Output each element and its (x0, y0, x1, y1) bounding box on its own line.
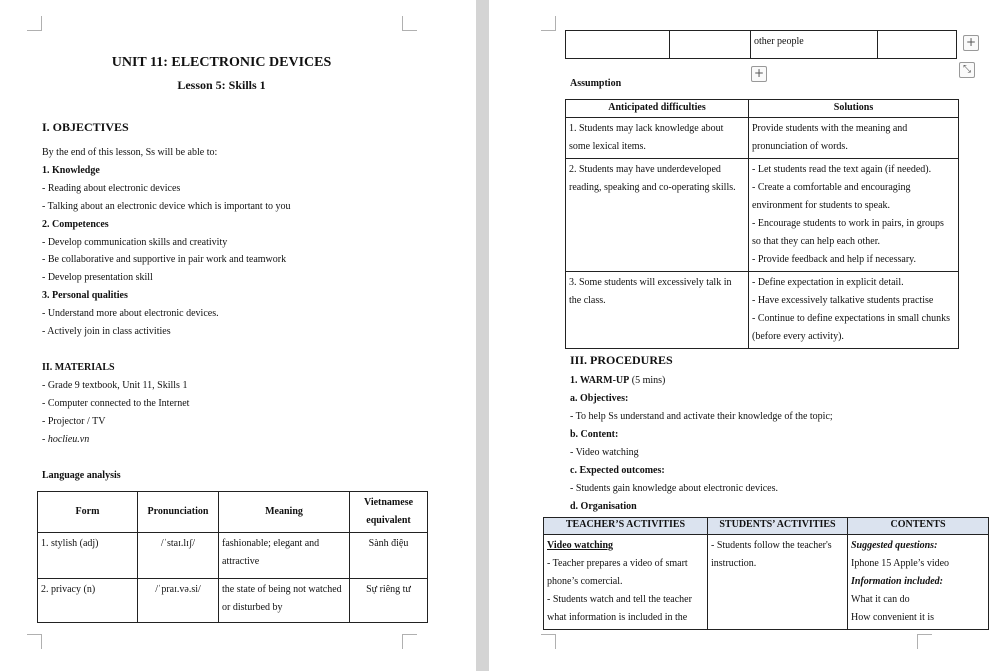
warmup-heading: 1. WARM-UP (570, 375, 630, 386)
procedures-heading: III. PROCEDURES (570, 353, 673, 367)
suggested-questions-heading: Suggested questions: (851, 540, 938, 551)
table-row (38, 579, 428, 623)
warmup-time: (5 mins) (629, 375, 666, 386)
lang-cell-pron: /ˈpraɪ.və.si/ (138, 579, 219, 623)
teacher-activity-line: - Teacher prepares a video of smart phone’s comercial. (547, 558, 688, 587)
crop-mark (917, 634, 932, 649)
solution-line: - Have excessively talkative students practise (752, 295, 934, 306)
students-activity-line: - Students follow the teacher's instruction. (711, 540, 832, 569)
competence-item: - Develop presentation skill (42, 272, 153, 283)
information-item: How convenient it is (851, 612, 935, 623)
crop-mark (402, 634, 417, 649)
lang-header-form: Form (38, 492, 138, 533)
table-row (566, 272, 959, 349)
assumption-heading: Assumption (570, 78, 622, 89)
knowledge-heading: 1. Knowledge (42, 165, 100, 176)
language-table (37, 491, 428, 623)
right-page (489, 0, 1001, 671)
solution-cell (749, 118, 959, 159)
lesson-subtitle: Lesson 5: Skills 1 (177, 78, 266, 92)
continued-cell-meaning: other people (751, 31, 878, 59)
continued-cell (566, 31, 670, 59)
information-item: What it can do (851, 594, 910, 605)
difficulty-cell: 1. Students may lack knowledge about some lexical items. (566, 118, 749, 159)
unit-title: UNIT 11: ELECTRONIC DEVICES (111, 55, 332, 70)
qualities-heading: 3. Personal qualities (42, 290, 128, 301)
crop-mark (402, 16, 417, 31)
contents-cell (848, 535, 989, 630)
lang-cell-vi: Sự riêng tư (350, 579, 428, 623)
solution-line: - Define expectation in explicit detail. (752, 277, 904, 288)
objectives-intro: By the end of this lesson, Ss will be able to: (42, 147, 218, 158)
competence-item: - Be collaborative and supportive in pair work and teamwork (42, 254, 287, 265)
lang-cell-meaning: fashionable; elegant and attractive (219, 533, 350, 579)
table-row (566, 31, 957, 59)
solution-line: - Encourage students to work in pairs, in groups so that they can help each other. (752, 218, 944, 247)
knowledge-item: - Talking about an electronic device which is important to you (42, 201, 291, 212)
material-item: - Computer connected to the Internet (42, 398, 190, 409)
quality-item: - Actively join in class activities (42, 326, 171, 337)
table-resize-icon[interactable]: ⤡ (959, 62, 975, 78)
activities-header-contents: CONTENTS (848, 518, 989, 535)
objectives-a-text: - To help Ss understand and activate their knowledge of the topic; (570, 411, 833, 422)
content-b-heading: b. Content: (570, 429, 619, 440)
assumption-table (565, 99, 959, 349)
language-analysis-heading: Language analysis (42, 470, 121, 481)
teacher-cell (544, 535, 708, 630)
suggested-question: Iphone 15 Apple’s video (851, 558, 950, 569)
material-item-hoclieu: - hoclieu.vn (42, 434, 90, 445)
quality-item: - Understand more about electronic devices. (42, 308, 219, 319)
lang-cell-form: 1. stylish (adj) (38, 533, 138, 579)
students-cell (708, 535, 848, 630)
outcomes-c-text: - Students gain knowledge about electronic devices. (570, 483, 778, 494)
crop-mark (27, 634, 42, 649)
content-b-text: - Video watching (570, 447, 639, 458)
continued-cell (670, 31, 751, 59)
crop-mark (27, 16, 42, 31)
assumption-header-solutions: Solutions (749, 100, 959, 118)
outcomes-c-heading: c. Expected outcomes: (570, 465, 665, 476)
lang-cell-meaning: the state of being not watched or disturbed by (219, 579, 350, 623)
difficulty-cell: 2. Students may have underdeveloped reading, speaking and co-operating skills. (566, 159, 749, 272)
solution-line: - Let students read the text again (if needed). (752, 164, 932, 175)
lang-header-vietnamese: Vietnamese equivalent (350, 492, 428, 533)
solution-line: Provide students with the meaning and pronunciation of words. (752, 123, 908, 152)
activities-header-students: STUDENTS’ ACTIVITIES (708, 518, 848, 535)
add-column-icon[interactable]: + (963, 35, 979, 51)
solution-line: - Provide feedback and help if necessary. (752, 254, 917, 265)
assumption-header-difficulties: Anticipated difficulties (566, 100, 749, 118)
competence-item: - Develop communication skills and creativity (42, 237, 228, 248)
add-row-icon[interactable]: + (751, 66, 767, 82)
table-row (38, 533, 428, 579)
page-gutter (476, 0, 489, 671)
table-row (566, 118, 959, 159)
lang-cell-form: 2. privacy (n) (38, 579, 138, 623)
crop-mark (541, 16, 556, 31)
activities-table (543, 517, 989, 630)
solution-line: - Create a comfortable and encouraging environment for students to speak. (752, 182, 911, 211)
left-page (0, 0, 476, 671)
continued-table (565, 30, 957, 59)
table-row (566, 159, 959, 272)
lang-header-meaning: Meaning (219, 492, 350, 533)
activities-header-teacher: TEACHER’S ACTIVITIES (544, 518, 708, 535)
warmup-line (570, 375, 665, 387)
teacher-activity-line: - Students watch and tell the teacher what information is included in the (547, 594, 692, 623)
lang-header-pronunciation: Pronunciation (138, 492, 219, 533)
competences-heading: 2. Competences (42, 219, 109, 230)
crop-mark (541, 634, 556, 649)
material-item: - Projector / TV (42, 416, 106, 427)
lang-cell-vi: Sành điệu (350, 533, 428, 579)
information-included-heading: Information included: (851, 576, 943, 587)
solution-cell (749, 159, 959, 272)
knowledge-item: - Reading about electronic devices (42, 183, 181, 194)
solution-cell (749, 272, 959, 349)
materials-heading: II. MATERIALS (42, 362, 115, 373)
continued-cell (878, 31, 957, 59)
teacher-activity-title: Video watching (547, 540, 614, 551)
objectives-heading: I. OBJECTIVES (42, 120, 129, 134)
table-row (544, 535, 989, 630)
organisation-d-heading: d. Organisation (570, 501, 637, 512)
solution-line: - Continue to define expectations in small chunks (before every activity). (752, 313, 951, 342)
objectives-a-heading: a. Objectives: (570, 393, 629, 404)
material-item: - Grade 9 textbook, Unit 11, Skills 1 (42, 380, 188, 391)
difficulty-cell: 3. Some students will excessively talk in the class. (566, 272, 749, 349)
lang-cell-pron: /ˈstaɪ.lɪʃ/ (138, 533, 219, 579)
